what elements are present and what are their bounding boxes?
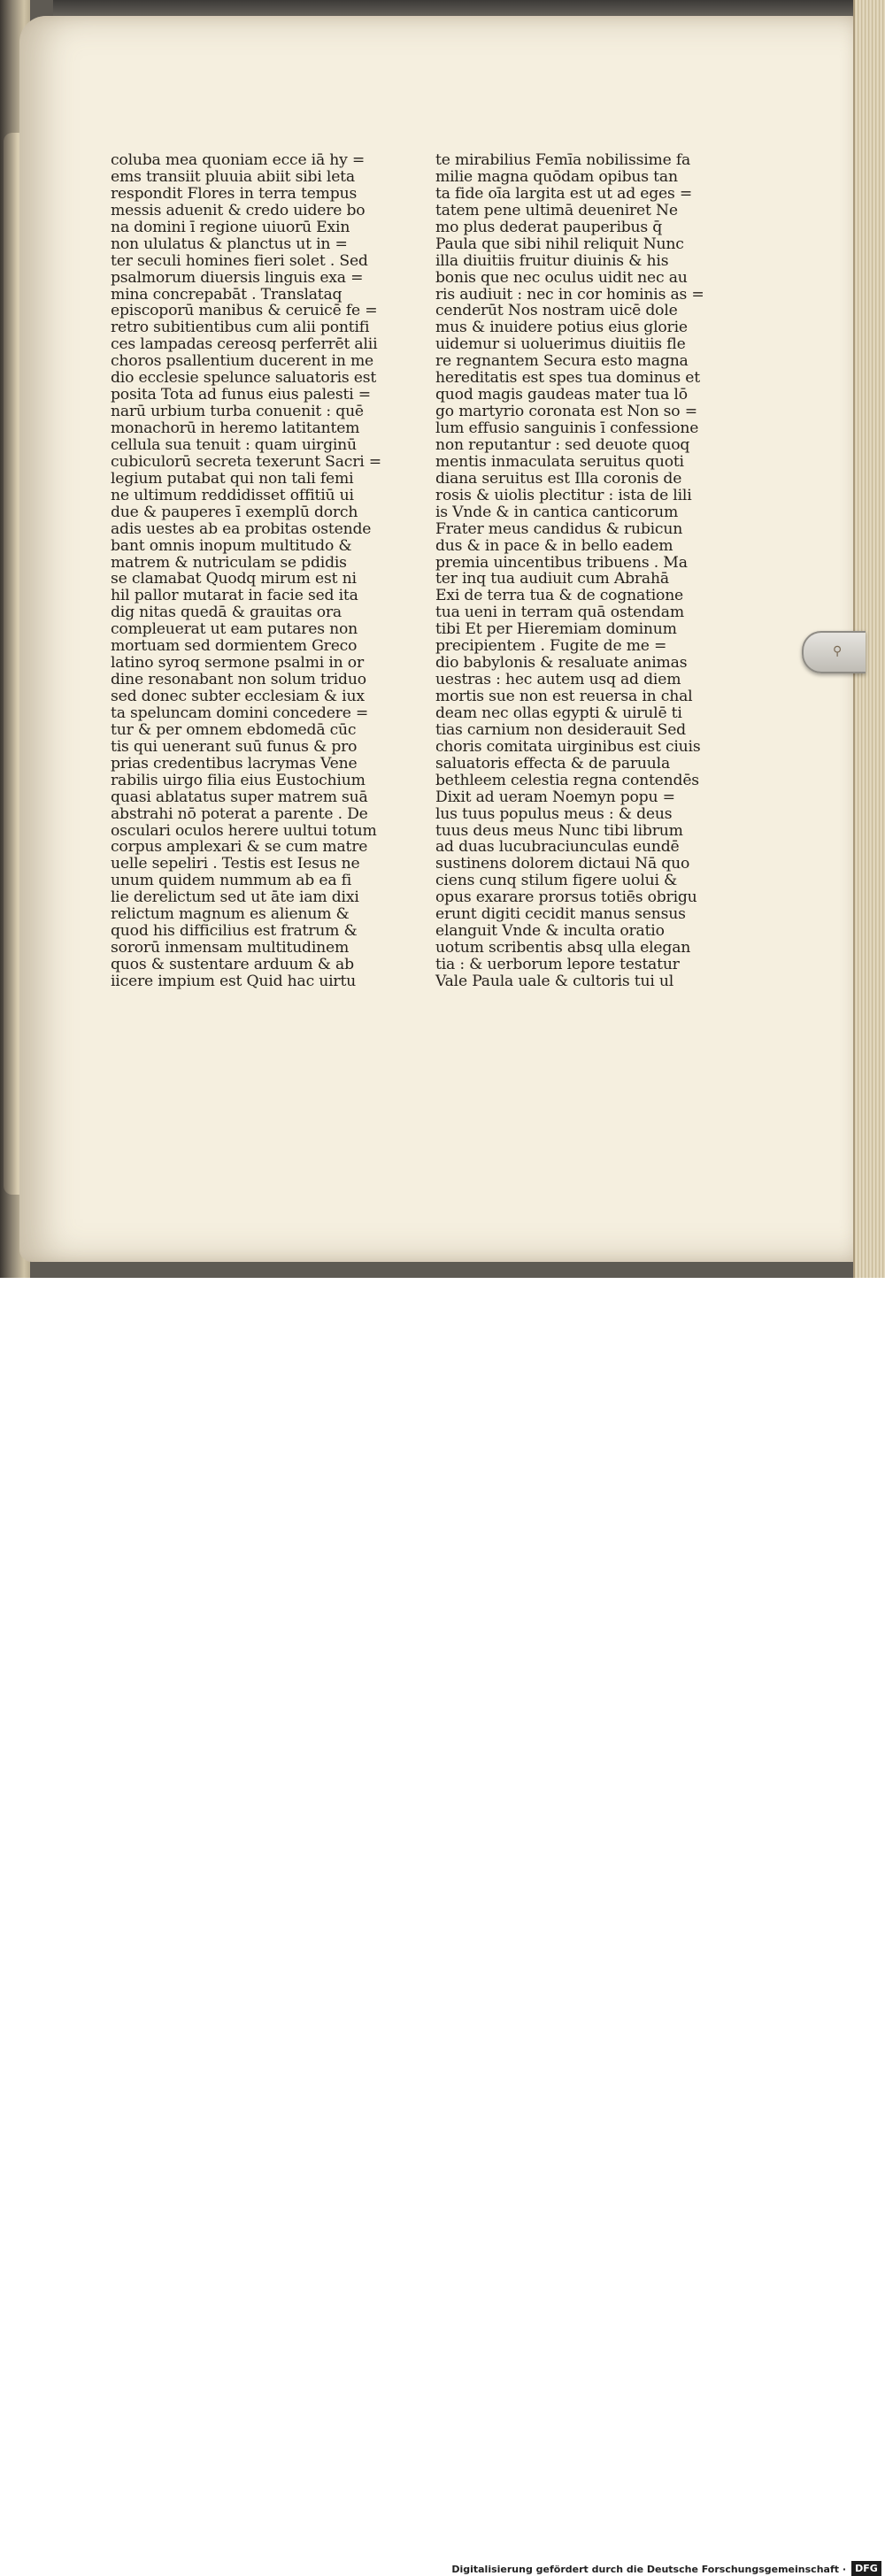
- text-line: episcoporū manibus & ceruicē fe =: [111, 302, 378, 320]
- text-line: non ululatus & planctus ut in =: [111, 235, 348, 253]
- text-line: illa diuitiis fruitur diuinis & his: [435, 251, 669, 270]
- text-line: coluba mea quoniam ecce iā hy =: [111, 151, 366, 169]
- text-line: na domini ī regione uiuorū Exin: [111, 218, 350, 236]
- text-line: uelle sepeliri . Testis est Iesus ne: [111, 855, 360, 873]
- footer-bar: [0, 1278, 885, 2575]
- text-line: mortis sue non est reuersa in chal: [435, 688, 693, 705]
- text-line: Vale Paula uale & cultoris tui ul: [435, 972, 674, 990]
- text-line: mus & inuidere potius eius glorie: [435, 319, 688, 337]
- text-line: quos & sustentare arduum & ab: [111, 956, 354, 973]
- text-line: retro subitientibus cum alii pontifi: [111, 319, 370, 337]
- text-line: dio babylonis & resaluate animas: [435, 654, 688, 673]
- text-line: hereditatis est spes tua dominus et: [435, 369, 700, 388]
- text-line: tuus deus meus Nunc tibi librum: [435, 821, 683, 840]
- text-line: ad duas lucubraciunculas eundē: [435, 838, 680, 857]
- scan-background: [0, 0, 885, 1278]
- text-line: mina concrepabāt . Translataq: [111, 285, 342, 304]
- text-line: abstrahi nō poterat a parente . De: [111, 804, 368, 823]
- text-line: re regnantem Secura esto magna: [435, 352, 689, 371]
- text-line: ta speluncam domini concedere =: [111, 704, 369, 722]
- text-line: mo plus dederat pauperibus q̄: [435, 218, 663, 236]
- text-line: ta fide oīa largita est ut ad eges =: [435, 184, 693, 203]
- text-line: legium putabat qui non tali femi: [111, 469, 354, 488]
- clip-mark-icon: ⚲: [833, 644, 843, 658]
- text-line: sororū inmensam multitudinem: [111, 939, 350, 957]
- text-line: non reputantur : sed deuote quoq: [435, 435, 690, 454]
- text-line: posita Tota ad funus eius palesti =: [111, 386, 371, 404]
- text-line: ciens cunq stilum figere uolui &: [435, 872, 678, 890]
- text-line: Paula que sibi nihil reliquit Nunc: [435, 235, 684, 253]
- text-line: dus & in pace & in bello eadem: [435, 536, 673, 555]
- text-line: osculari oculos herere uultui totum: [111, 821, 377, 840]
- text-line: mortuam sed dormientem Greco: [111, 637, 358, 656]
- text-line: uestras : hec autem usq ad diem: [435, 671, 681, 689]
- text-line: rabilis uirgo filia eius Eustochium: [111, 771, 366, 789]
- text-line: messis aduenit & credo uidere bo: [111, 201, 366, 219]
- text-line: psalmorum diuersis linguis exa =: [111, 268, 364, 287]
- text-line: tis qui uenerant suū funus & pro: [111, 737, 358, 756]
- text-line: milie magna quōdam opibus tan: [435, 167, 678, 186]
- text-line: adis uestes ab ea probitas ostende: [111, 519, 372, 538]
- dfg-logo: DFG: [851, 2561, 881, 2576]
- text-line: sed donec subter ecclesiam & iux: [111, 688, 365, 705]
- text-line: relictum magnum es alienum &: [111, 905, 350, 924]
- text-line: cellula sua tenuit : quam uirginū: [111, 435, 357, 454]
- text-line: diana seruitus est Illa coronis de: [435, 469, 682, 488]
- text-line: dig nitas quedā & grauitas ora: [111, 604, 342, 622]
- text-line: respondit Flores in terra tempus: [111, 184, 358, 203]
- text-line: Exi de terra tua & de cognatione: [435, 587, 684, 605]
- text-line: uidemur si uoluerimus diuitiis fle: [435, 335, 686, 354]
- text-line: corpus amplexari & se cum matre: [111, 838, 368, 857]
- text-line: ces lampadas cereosq perferrēt alii: [111, 335, 378, 354]
- text-line: narū urbium turba conuenit : quē: [111, 403, 364, 421]
- text-line: bonis que nec oculus uidit nec au: [435, 268, 688, 287]
- text-line: lie derelictum sed ut āte iam dixi: [111, 888, 359, 907]
- text-line: sustinens dolorem dictaui Nā quo: [435, 855, 690, 873]
- text-line: Frater meus candidus & rubicun: [435, 519, 683, 538]
- text-line: lum effusio sanguinis ī confessione: [435, 419, 699, 437]
- text-line: rosis & uiolis plectitur : ista de lili: [435, 486, 692, 504]
- text-line: is Vnde & in cantica canticorum: [435, 503, 679, 521]
- text-line: elanguit Vnde & inculta oratio: [435, 922, 665, 941]
- text-line: deam nec ollas egypti & uirulē ti: [435, 704, 682, 722]
- text-line: due & pauperes ī exemplū dorch: [111, 503, 358, 521]
- right-text-column: [435, 151, 704, 990]
- text-line: tibi Et per Hieremiam dominum: [435, 620, 677, 639]
- text-line: premia uincentibus tribuens . Ma: [435, 553, 688, 572]
- text-line: tur & per omnem ebdomedā cūc: [111, 720, 357, 739]
- funding-credit: Digitalisierung gefördert durch die Deutsche Forschungsgemeinschaft ·: [451, 2564, 846, 2575]
- text-line: erunt digiti cecidit manus sensus: [435, 905, 686, 924]
- text-line: ris audiuit : nec in cor hominis as =: [435, 285, 704, 304]
- text-line: ter inq tua audiuit cum Abrahā: [435, 570, 669, 588]
- text-line: cubiculorū secreta texerunt Sacri =: [111, 452, 382, 471]
- text-line: quasi ablatatus super matrem suā: [111, 788, 368, 806]
- text-line: monachorū in heremo latitantem: [111, 419, 360, 437]
- text-line: mentis inmaculata seruitus quoti: [435, 452, 684, 471]
- text-line: se clamabat Quodq mirum est ni: [111, 570, 357, 588]
- text-line: choris comitata uirginibus est ciuis: [435, 737, 701, 756]
- text-line: bant omnis inopum multitudo &: [111, 536, 352, 555]
- text-line: saluatoris effecta & de paruula: [435, 754, 670, 773]
- text-line: cenderūt Nos nostram uicē dole: [435, 302, 678, 320]
- text-line: latino syroq sermone psalmi in or: [111, 654, 364, 673]
- text-line: uotum scribentis absq ulla elegan: [435, 939, 691, 957]
- text-line: ne ultimum reddidisset offitiū ui: [111, 486, 354, 504]
- text-line: lus tuus populus meus : & deus: [435, 804, 673, 823]
- text-line: te mirabilius Femīa nobilissime fa: [435, 151, 691, 169]
- text-line: tua ueni in terram quā ostendam: [435, 604, 684, 622]
- text-line: iicere impium est Quid hac uirtu: [111, 972, 357, 990]
- text-line: bethleem celestia regna contendēs: [435, 771, 699, 789]
- text-line: quod his difficilius est fratrum &: [111, 922, 358, 941]
- text-line: matrem & nutriculam se pdidis: [111, 553, 347, 572]
- text-line: tia : & uerborum lepore testatur: [435, 956, 680, 973]
- text-line: choros psallentium ducerent in me: [111, 352, 374, 371]
- text-line: precipientem . Fugite de me =: [435, 637, 667, 656]
- text-line: tias carnium non desiderauit Sed: [435, 720, 686, 739]
- text-line: prias credentibus lacrymas Vene: [111, 754, 358, 773]
- text-line: dine resonabant non solum triduo: [111, 671, 366, 689]
- text-line: hil pallor mutarat in facie sed ita: [111, 587, 358, 605]
- text-line: ter seculi homines fieri solet . Sed: [111, 251, 368, 270]
- text-line: tatem pene ultimā deueniret Ne: [435, 201, 678, 219]
- text-line: quod magis gaudeas mater tua lō: [435, 386, 688, 404]
- text-line: unum quidem nummum ab ea fi: [111, 872, 352, 890]
- left-text-column: [111, 151, 382, 990]
- text-line: compleuerat ut eam putares non: [111, 620, 358, 639]
- text-line: ems transiit pluuia abiit sibi leta: [111, 167, 355, 186]
- text-line: opus exarare prorsus totiēs obrigu: [435, 888, 697, 907]
- text-line: Dixit ad ueram Noemyn popu =: [435, 788, 675, 806]
- text-line: dio ecclesie spelunce saluatoris est: [111, 369, 377, 388]
- text-line: go martyrio coronata est Non so =: [435, 403, 697, 421]
